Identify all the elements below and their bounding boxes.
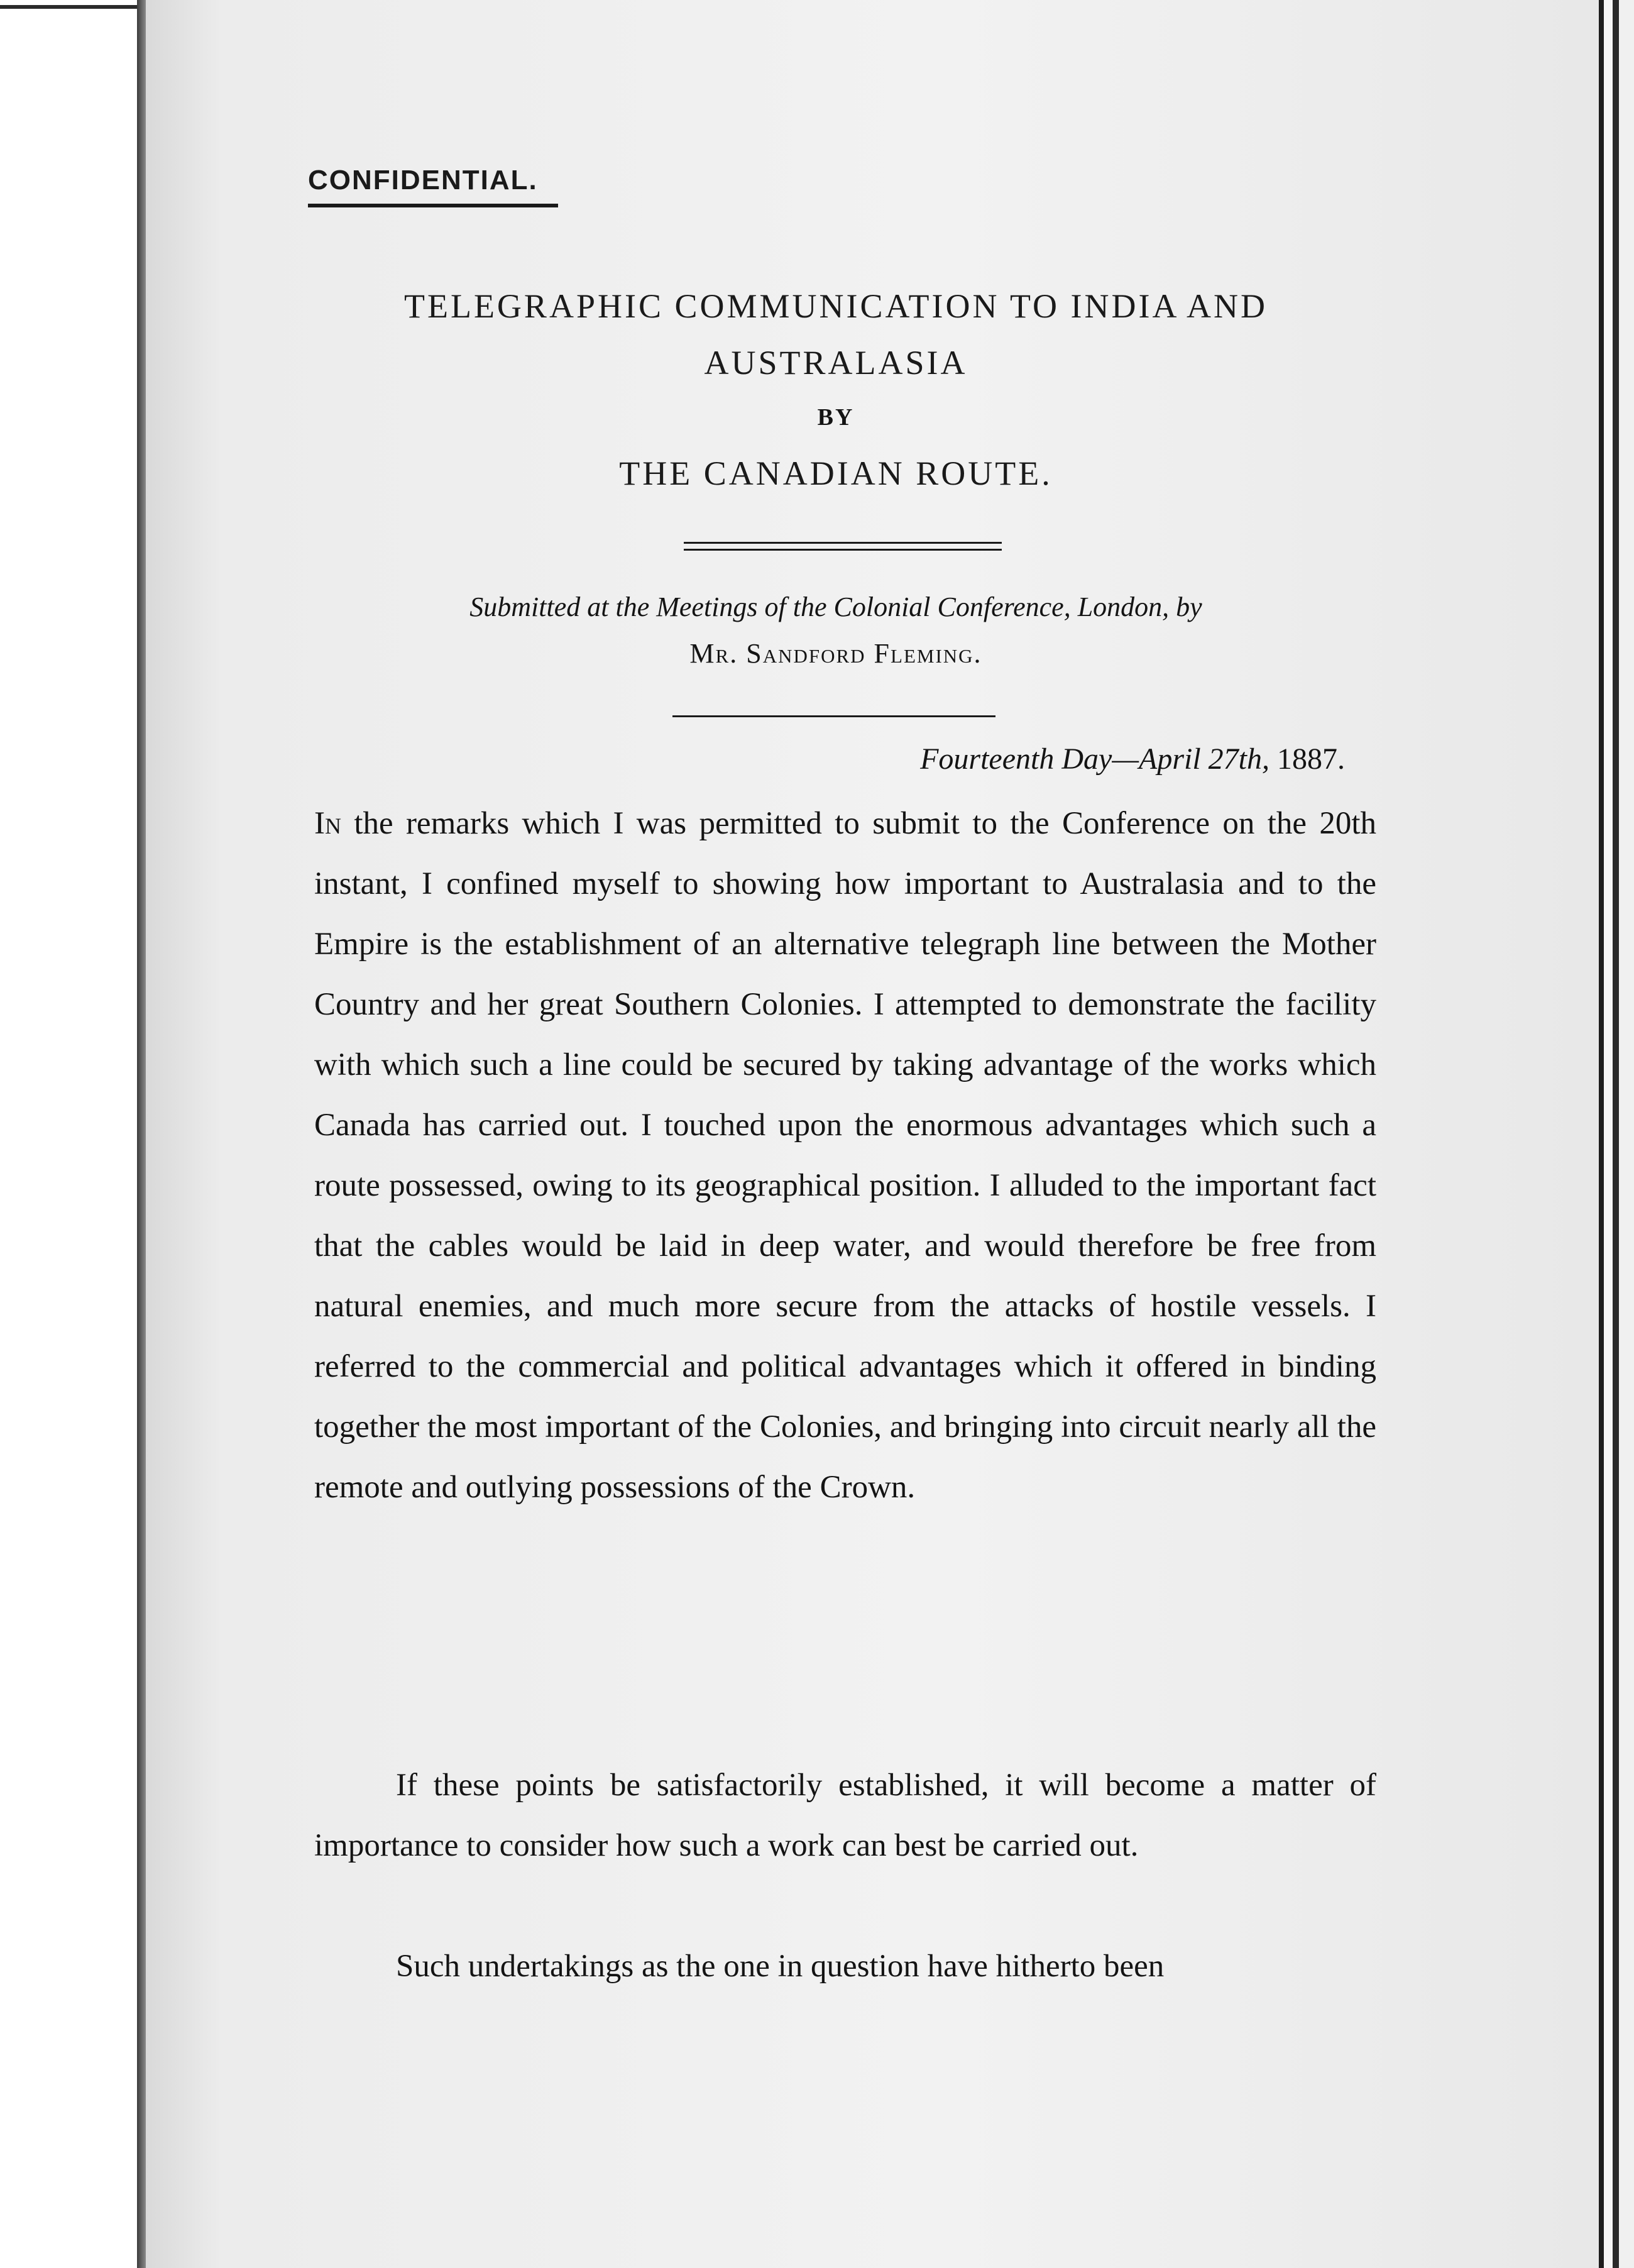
confidential-label: CONFIDENTIAL. — [308, 165, 538, 195]
paragraph-1-lead-word: In — [314, 806, 341, 841]
confidential-underline — [308, 204, 558, 207]
paragraph-2 — [314, 1755, 1376, 1876]
page-edge-left — [137, 0, 146, 2268]
title-double-rule — [684, 542, 1002, 551]
dateline-year: 1887. — [1277, 742, 1345, 776]
page-edge-right-outer — [1613, 0, 1619, 2268]
dateline-day: Fourteenth Day—April 27th, — [920, 742, 1269, 776]
title-line-1: TELEGRAPHIC COMMUNICATION TO INDIA AND — [403, 287, 1268, 325]
submission-note: Submitted at the Meetings of the Colonial Conference, London, by — [469, 592, 1202, 622]
paragraph-2-text: If these points be satisfactorily established, it will become a matter of importance to consider how such a work can best be carried out. — [314, 1768, 1376, 1863]
paragraph-3 — [314, 1936, 1376, 1996]
scan-margin-right — [1604, 0, 1613, 2268]
paragraph-1-text: the remarks which I was permitted to submit to the Conference on the 20th instant, I confined myself to showing how important to Australasia and to the Empire is the establishment of an alternative telegraph line between the Mother Country and her great Southern Colonies. I attempted to demonstrate the facility with which such a line could be secured by taking advantage of the works which Canada has carried out. I touched upon the enormous advantages which such a route possessed, owing to its geographical position. I alluded to the important fact that the cables would be laid in deep water, and would therefore be free from natural enemies, and much more secure from the attacks of hostile vessels. I referred to the commercial and political advantages which it offered in binding together the most important of the Colonies, and bringing into circuit nearly all the remote and outlying possessions of the Crown. — [314, 806, 1376, 1505]
author-name: Mr. Sandford Fleming. — [689, 638, 982, 669]
paragraph-1 — [314, 793, 1376, 1517]
title-by: BY — [817, 404, 855, 431]
scan-background-right — [1619, 0, 1634, 2268]
dateline — [920, 742, 1345, 776]
title-line-3: THE CANADIAN ROUTE. — [619, 454, 1053, 492]
author-rule — [672, 715, 995, 717]
scan-margin-left — [0, 0, 146, 2268]
paragraph-3-text: Such undertakings as the one in question have hitherto been — [396, 1949, 1165, 1984]
page-edge-right — [1599, 0, 1604, 2268]
title-line-2: AUSTRALASIA — [704, 344, 968, 382]
